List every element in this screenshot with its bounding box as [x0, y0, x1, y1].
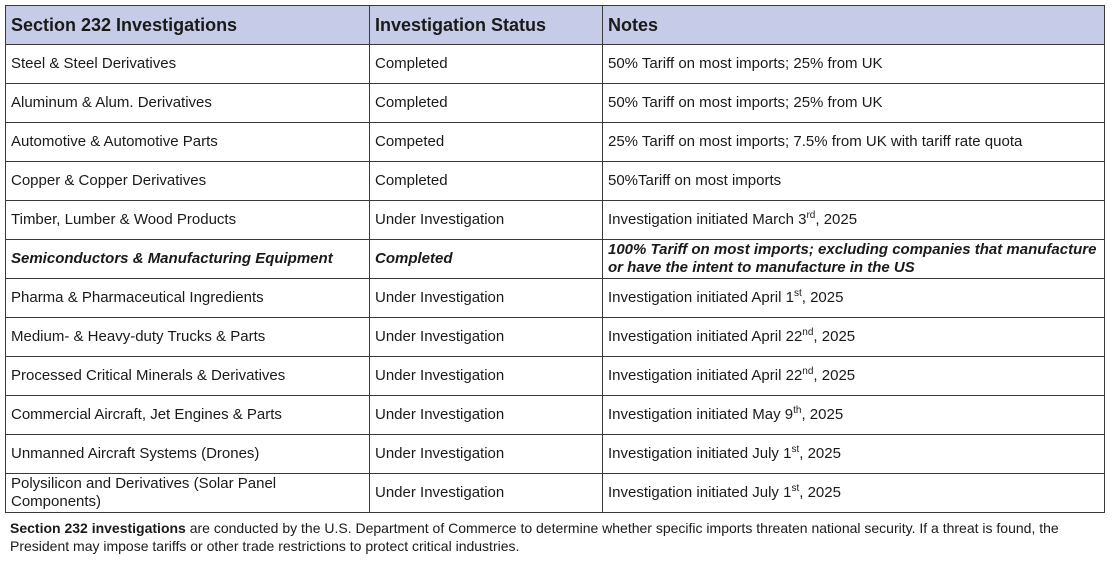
- table-row: [6, 357, 1105, 396]
- table-row: [6, 201, 1105, 240]
- table-row: [6, 84, 1105, 123]
- table-row: [6, 123, 1105, 162]
- cell-investigation: Polysilicon and Derivatives (Solar Panel Components): [6, 474, 370, 513]
- cell-investigation: Copper & Copper Derivatives: [6, 162, 370, 201]
- header-investigations: Section 232 Investigations: [6, 6, 370, 45]
- cell-status: Under Investigation: [370, 318, 603, 357]
- table-row: [6, 435, 1105, 474]
- section-232-table-container: [5, 5, 1104, 513]
- cell-investigation: Commercial Aircraft, Jet Engines & Parts: [6, 396, 370, 435]
- cell-status: Completed: [370, 45, 603, 84]
- note-ordinal-suffix: st: [791, 483, 800, 494]
- table-header-row: [6, 6, 1105, 45]
- footnote-text: are conducted by the U.S. Department of Commerce to determine whether specific imports threaten national security. If a threat is found, the President may impose tariffs or other trade restrictions to protect critical industries.: [10, 520, 1059, 554]
- cell-notes: [603, 474, 1105, 513]
- note-year: , 2025: [813, 328, 856, 345]
- cell-notes: [603, 435, 1105, 474]
- cell-investigation: Pharma & Pharmaceutical Ingredients: [6, 279, 370, 318]
- cell-investigation: Unmanned Aircraft Systems (Drones): [6, 435, 370, 474]
- note-text: Investigation initiated May 9: [608, 406, 794, 423]
- cell-investigation: Aluminum & Alum. Derivatives: [6, 84, 370, 123]
- footnote: [10, 519, 1100, 555]
- cell-notes: [603, 84, 1105, 123]
- note-text: Investigation initiated April 1: [608, 289, 794, 306]
- cell-investigation: Automotive & Automotive Parts: [6, 123, 370, 162]
- cell-notes: [603, 240, 1105, 279]
- cell-status: Under Investigation: [370, 279, 603, 318]
- cell-notes: [603, 357, 1105, 396]
- table-row: [6, 45, 1105, 84]
- cell-status: Under Investigation: [370, 357, 603, 396]
- cell-status: Completed: [370, 240, 603, 279]
- cell-notes: [603, 123, 1105, 162]
- cell-status: Completed: [370, 84, 603, 123]
- cell-status: Completed: [370, 162, 603, 201]
- note-text: Investigation initiated March 3: [608, 211, 807, 228]
- note-text: Investigation initiated April 22: [608, 328, 803, 345]
- table-row: [6, 279, 1105, 318]
- note-ordinal-suffix: st: [791, 444, 800, 455]
- note-text: 100% Tariff on most imports; excluding companies that manufacture or have the intent to manufacture in the US: [608, 241, 1097, 276]
- footnote-bold: Section 232 investigations: [10, 520, 186, 536]
- note-text: 25% Tariff on most imports; 7.5% from UK with tariff rate quota: [608, 133, 1023, 150]
- cell-notes: [603, 396, 1105, 435]
- cell-notes: [603, 318, 1105, 357]
- cell-status: Under Investigation: [370, 474, 603, 513]
- note-text: Investigation initiated April 22: [608, 367, 803, 384]
- table-row: [6, 240, 1105, 279]
- cell-notes: [603, 201, 1105, 240]
- note-ordinal-suffix: nd: [802, 327, 814, 338]
- note-text: 50% Tariff on most imports; 25% from UK: [608, 55, 883, 72]
- table-body: [6, 45, 1105, 513]
- cell-status: Under Investigation: [370, 201, 603, 240]
- cell-investigation: Processed Critical Minerals & Derivatives: [6, 357, 370, 396]
- table-row: [6, 318, 1105, 357]
- table-row: [6, 474, 1105, 513]
- note-text: 50% Tariff on most imports; 25% from UK: [608, 94, 883, 111]
- cell-investigation: Steel & Steel Derivatives: [6, 45, 370, 84]
- cell-status: Under Investigation: [370, 435, 603, 474]
- note-text: Investigation initiated July 1: [608, 445, 792, 462]
- note-year: , 2025: [801, 406, 844, 423]
- cell-investigation: Semiconductors & Manufacturing Equipment: [6, 240, 370, 279]
- cell-notes: [603, 45, 1105, 84]
- note-year: , 2025: [813, 367, 856, 384]
- table-row: [6, 162, 1105, 201]
- note-text: Investigation initiated July 1: [608, 484, 792, 501]
- note-ordinal-suffix: nd: [802, 366, 814, 377]
- cell-status: Under Investigation: [370, 396, 603, 435]
- cell-investigation: Medium- & Heavy-duty Trucks & Parts: [6, 318, 370, 357]
- section-232-table: [5, 5, 1105, 513]
- note-ordinal-suffix: st: [793, 288, 802, 299]
- header-notes: Notes: [603, 6, 1105, 45]
- cell-notes: [603, 162, 1105, 201]
- cell-notes: [603, 279, 1105, 318]
- note-ordinal-suffix: th: [793, 405, 802, 416]
- cell-status: Competed: [370, 123, 603, 162]
- note-year: , 2025: [799, 445, 841, 462]
- note-ordinal-suffix: rd: [806, 210, 816, 221]
- table-row: [6, 396, 1105, 435]
- note-year: , 2025: [801, 289, 844, 306]
- note-year: , 2025: [799, 484, 841, 501]
- note-year: , 2025: [815, 211, 858, 228]
- cell-investigation: Timber, Lumber & Wood Products: [6, 201, 370, 240]
- note-text: 50%Tariff on most imports: [608, 172, 782, 189]
- header-status: Investigation Status: [370, 6, 603, 45]
